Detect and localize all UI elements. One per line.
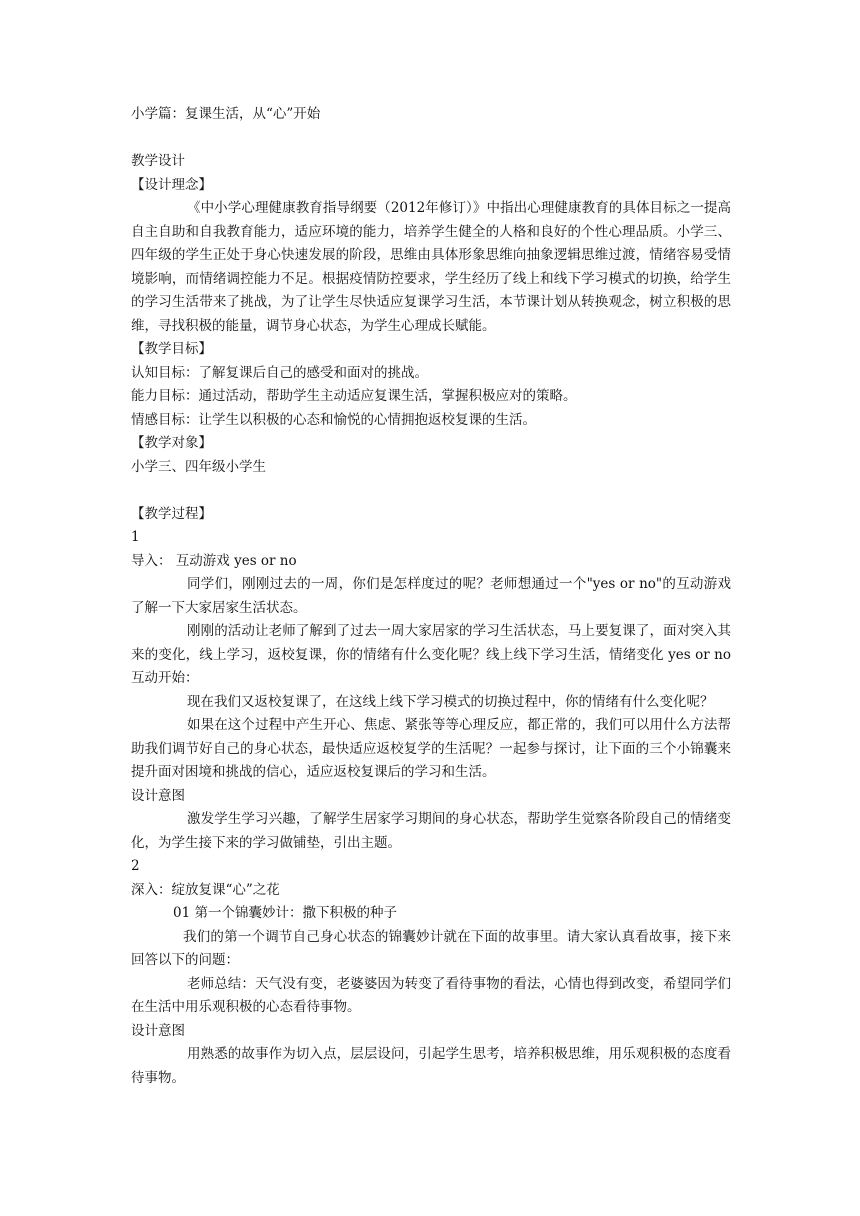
step-number: 2 <box>131 858 140 874</box>
section-heading-concept: 【设计理念】 <box>131 176 212 193</box>
design-intent-text: 激发学生学习兴趣，了解学生居家学习期间的身心状态，帮助学生觉察各阶段自己的情绪变化，为学生接下来的学习做铺垫，引出主题。 <box>131 811 731 851</box>
section-heading-audience: 【教学对象】 <box>131 435 212 451</box>
intro-paragraph-1: 同学们，刚刚过去的一周，你们是怎样度过的呢？老师想通过一个"yes or no"的互动游戏了解一下大家居家生活状态。 <box>131 576 731 616</box>
design-intent-label: 设计意图 <box>131 1022 185 1039</box>
document-title: 小学篇：复课生活，从“心”开始 <box>131 106 321 122</box>
design-intent-text: 用熟悉的故事作为切入点，层层设问，引起学生思考，培养积极思维，用乐观积极的态度看待事物。 <box>131 1046 731 1086</box>
goal-ability: 能力目标：通过活动，帮助学生主动适应复课生活，掌握积极应对的策略。 <box>131 388 577 404</box>
design-intent-label: 设计意图 <box>131 787 185 804</box>
document-page <box>131 103 731 1090</box>
blank-line <box>131 479 731 503</box>
goal-emotion: 情感目标：让学生以积极的心态和愉悦的心情拥抱返校复课的生活。 <box>131 411 536 428</box>
step-title-intro: 导入： 互动游戏 yes or no <box>131 552 297 569</box>
intro-paragraph-3: 现在我们又返校复课了，在这线上线下学习模式的切换过程中，你的情绪有什么变化呢？ <box>187 693 714 710</box>
tip-title: 01 第一个锦囊妙计：撒下积极的种子 <box>173 905 397 921</box>
section-heading-goals: 【教学目标】 <box>131 341 212 357</box>
blank-line <box>131 127 731 151</box>
section-heading-process: 【教学过程】 <box>131 505 212 522</box>
intro-paragraph-4: 如果在这个过程中产生开心、焦虑、紧张等等心理反应，都正常的，我们可以用什么方法帮助我们调节好自己的身心状态，最快适应返校复学的生活呢？一起参与探讨，让下面的三个小锦囊来提升面对困境和挑战的信心，适应返校复课后的学习和生活。 <box>131 717 731 780</box>
tip-paragraph-1: 我们的第一个调节自己身心状态的锦囊妙计就在下面的故事里。请大家认真看故事，接下来回答以下的问题： <box>131 928 731 968</box>
audience-text: 小学三、四年级小学生 <box>131 458 266 475</box>
design-heading: 教学设计 <box>131 153 185 169</box>
teacher-summary: 老师总结：天气没有变，老婆婆因为转变了看待事物的看法，心情也得到改变，希望同学们在生活中用乐观积极的心态看待事物。 <box>131 975 731 1015</box>
concept-paragraph: 《中小学心理健康教育指导纲要（2012年修订）》中指出心理健康教育的具体目标之一提高自主自助和自我教育能力，适应环境的能力，培养学生健全的人格和良好的个性心理品质。小学三、四年级的学生正处于身心快速发展的阶段，思维由具体形象思维向抽象逻辑思维过渡，情绪容易受情境影响，而情绪调控能力不足。根据疫情防控要求，学生经历了线上和线下学习模式的切换，给学生的学习生活带来了挑战，为了让学生尽快适应复课学习生活，本节课计划从转换观念，树立积极的思维，寻找积极的能量，调节身心状态，为学生心理成长赋能。 <box>131 200 731 334</box>
step-title-deepen: 深入：绽放复课“心”之花 <box>131 881 280 898</box>
intro-paragraph-2: 刚刚的活动让老师了解到了过去一周大家居家的学习生活状态，马上要复课了，面对突入其来的变化，线上学习，返校复课，你的情绪有什么变化呢？线上线下学习生活，情绪变化 yes or no 互动开始： <box>131 623 731 686</box>
step-number: 1 <box>131 529 140 545</box>
goal-cognitive: 认知目标：了解复课后自己的感受和面对的挑战。 <box>131 364 428 381</box>
